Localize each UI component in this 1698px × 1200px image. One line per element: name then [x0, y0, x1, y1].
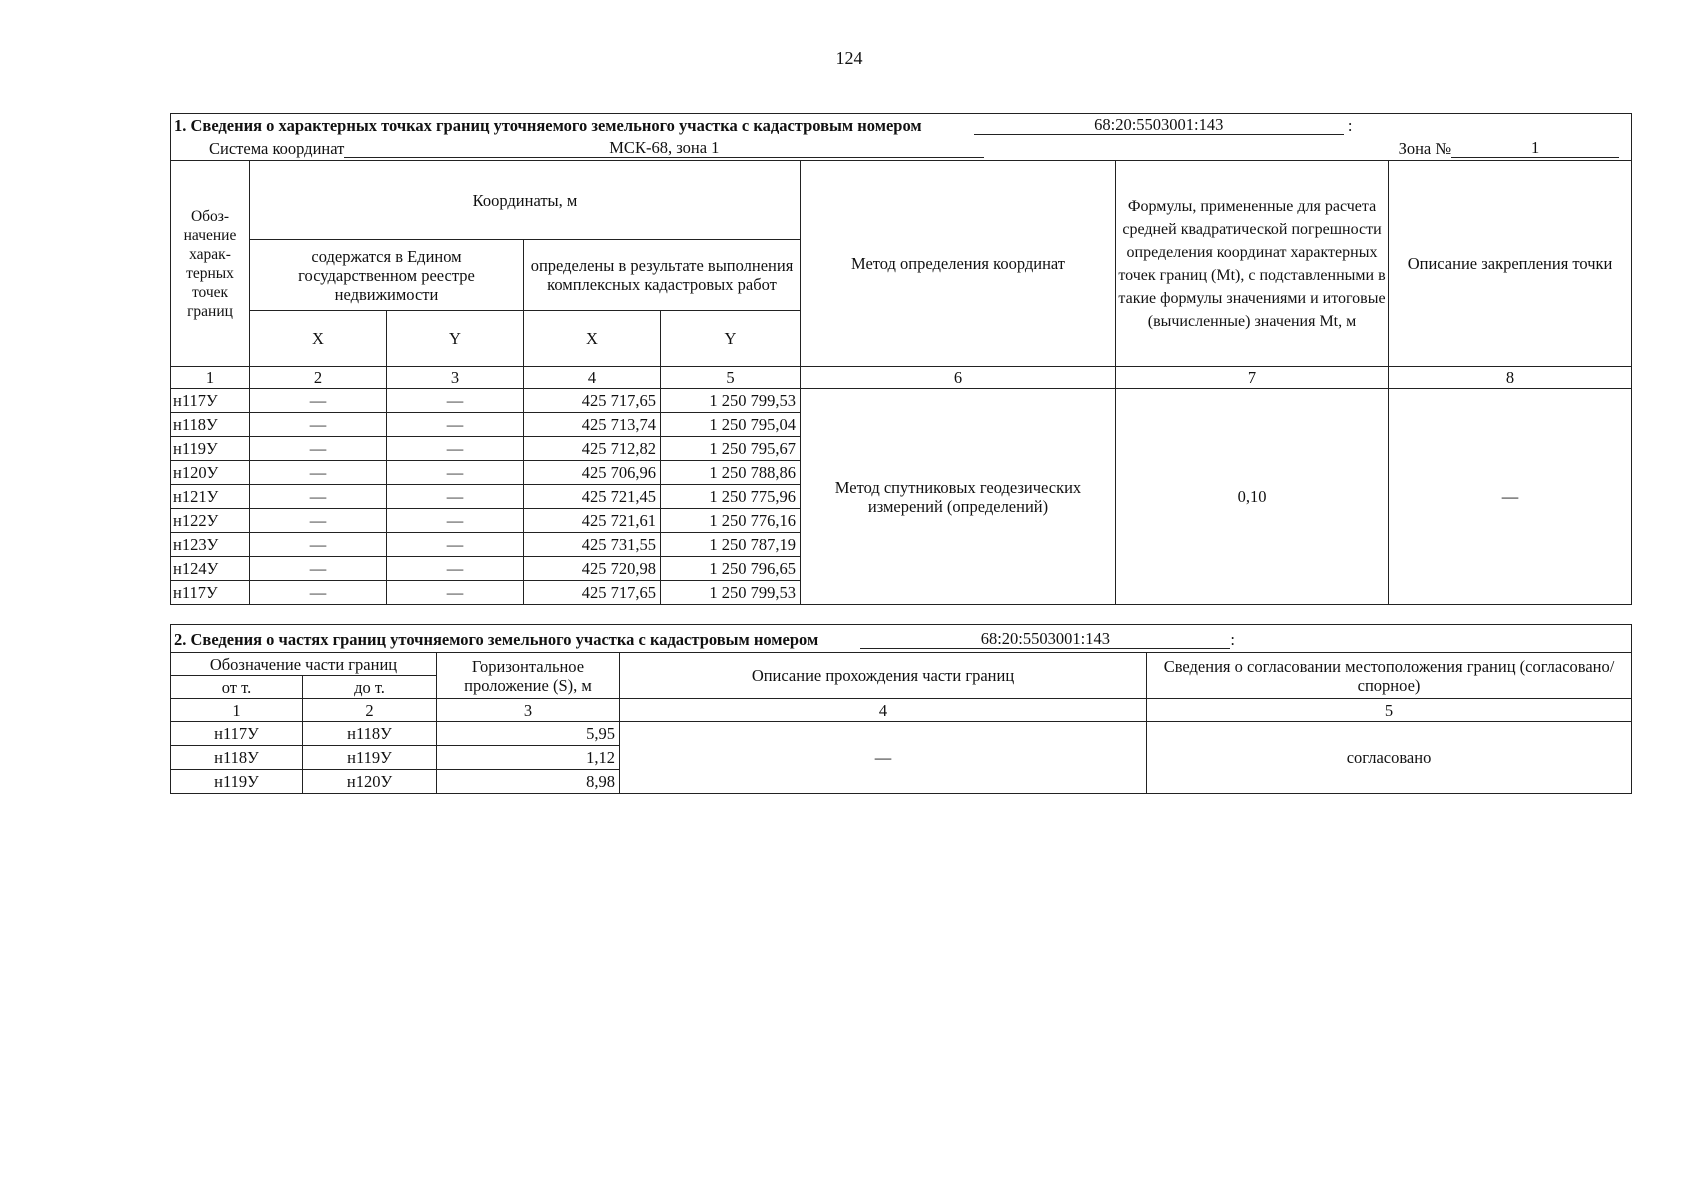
coord-y: 1 250 796,65	[661, 557, 801, 581]
coord-system-label: Система координат	[209, 139, 345, 158]
coord-x: 425 720,98	[524, 557, 661, 581]
coord-x: 425 717,65	[524, 581, 661, 605]
coord-x: 425 717,65	[524, 389, 661, 413]
coord-x: 425 712,82	[524, 437, 661, 461]
part-length: 1,12	[437, 746, 620, 770]
coord-system-value: МСК-68, зона 1	[344, 138, 984, 158]
header-reg-y: Y	[387, 311, 524, 367]
col-number: 6	[801, 367, 1116, 389]
header-in-registry: содержатся в Едином государственном реестре недвижимости	[250, 240, 524, 311]
reg-y: —	[387, 557, 524, 581]
col-number: 4	[524, 367, 661, 389]
header-method: Метод определения координат	[801, 161, 1116, 367]
part-length: 5,95	[437, 722, 620, 746]
point-name: н120У	[171, 461, 250, 485]
table-row	[171, 389, 1632, 413]
header-reg-x: X	[250, 311, 387, 367]
section1-cadastral-number: 68:20:5503001:143	[974, 115, 1344, 135]
reg-x: —	[250, 509, 387, 533]
table-row	[171, 722, 1632, 746]
coord-system-row	[171, 136, 1632, 161]
coord-y: 1 250 795,04	[661, 413, 801, 437]
reg-x: —	[250, 581, 387, 605]
header-from: от т.	[171, 676, 303, 699]
mt-value: 0,10	[1116, 389, 1389, 605]
header-horizontal: Горизонтальное проложение (S), м	[437, 653, 620, 699]
agreement-value: согласовано	[1147, 722, 1632, 794]
point-name: н122У	[171, 509, 250, 533]
reg-x: —	[250, 437, 387, 461]
header-to: до т.	[303, 676, 437, 699]
point-name: н117У	[171, 389, 250, 413]
header-determined: определены в результате выполнения комплексных кадастровых работ	[524, 240, 801, 311]
col-number: 3	[437, 699, 620, 722]
coord-y: 1 250 775,96	[661, 485, 801, 509]
col-number: 1	[171, 367, 250, 389]
point-name: н118У	[171, 413, 250, 437]
header-designation: Обоз-начение харак-терных точек границ	[171, 161, 250, 367]
section2-title: 2. Сведения о частях границ уточняемого земельного участка с кадастровым номером	[174, 629, 819, 649]
section2-title-row	[171, 625, 1632, 653]
header-fixing: Описание закрепления точки	[1389, 161, 1632, 367]
reg-x: —	[250, 485, 387, 509]
reg-y: —	[387, 461, 524, 485]
reg-y: —	[387, 389, 524, 413]
part-to: н118У	[303, 722, 437, 746]
passage-value: —	[620, 722, 1147, 794]
part-to: н120У	[303, 770, 437, 794]
coord-y: 1 250 795,67	[661, 437, 801, 461]
reg-x: —	[250, 413, 387, 437]
part-from: н118У	[171, 746, 303, 770]
point-name: н124У	[171, 557, 250, 581]
coord-x: 425 713,74	[524, 413, 661, 437]
section1-colon: :	[1347, 116, 1353, 135]
part-from: н117У	[171, 722, 303, 746]
col-number: 5	[1147, 699, 1632, 722]
col-number: 7	[1116, 367, 1389, 389]
reg-x: —	[250, 461, 387, 485]
section1-title: 1. Сведения о характерных точках границ уточняемого земельного участка с кадастровым номером	[174, 116, 922, 135]
reg-y: —	[387, 581, 524, 605]
col-number: 5	[661, 367, 801, 389]
reg-y: —	[387, 485, 524, 509]
boundary-parts-table	[170, 624, 1632, 794]
coord-x: 425 706,96	[524, 461, 661, 485]
col-number: 2	[250, 367, 387, 389]
point-name: н117У	[171, 581, 250, 605]
page-number: 124	[835, 48, 863, 68]
header-agreement: Сведения о согласовании местоположения границ (согласовано/спорное)	[1147, 653, 1632, 699]
part-to: н119У	[303, 746, 437, 770]
reg-x: —	[250, 533, 387, 557]
fixing-value: —	[1389, 389, 1632, 605]
section2-cadastral-number: 68:20:5503001:143	[860, 629, 1230, 649]
section1-title-row	[171, 114, 1632, 137]
coord-x: 425 721,61	[524, 509, 661, 533]
col-number: 8	[1389, 367, 1632, 389]
points-table	[170, 113, 1632, 605]
method-value: Метод спутниковых геодезических измерений (определений)	[801, 389, 1116, 605]
reg-y: —	[387, 413, 524, 437]
part-length: 8,98	[437, 770, 620, 794]
col-number: 4	[620, 699, 1147, 722]
header-passage: Описание прохождения части границ	[620, 653, 1147, 699]
reg-x: —	[250, 389, 387, 413]
col-number: 3	[387, 367, 524, 389]
coord-x: 425 721,45	[524, 485, 661, 509]
col-number: 1	[171, 699, 303, 722]
zone-value: 1	[1451, 138, 1619, 158]
header-y: Y	[661, 311, 801, 367]
coord-y: 1 250 799,53	[661, 389, 801, 413]
point-name: н119У	[171, 437, 250, 461]
header-coordinates: Координаты, м	[250, 161, 801, 240]
col-number: 2	[303, 699, 437, 722]
coord-y: 1 250 788,86	[661, 461, 801, 485]
header-x: X	[524, 311, 661, 367]
reg-y: —	[387, 533, 524, 557]
reg-x: —	[250, 557, 387, 581]
coord-y: 1 250 787,19	[661, 533, 801, 557]
zone-label: Зона №	[1398, 139, 1452, 158]
section2-colon: :	[1230, 629, 1235, 649]
coord-y: 1 250 799,53	[661, 581, 801, 605]
coord-y: 1 250 776,16	[661, 509, 801, 533]
header-part-designation: Обозначение части границ	[171, 653, 437, 676]
coord-x: 425 731,55	[524, 533, 661, 557]
point-name: н123У	[171, 533, 250, 557]
reg-y: —	[387, 509, 524, 533]
part-from: н119У	[171, 770, 303, 794]
point-name: н121У	[171, 485, 250, 509]
header-formulas: Формулы, примененные для расчета средней квадратической погрешности определения координат характерных точек границ (Mt), с подставленными в такие формулы значениями и итоговые (вычисленные) значения Mt, м	[1116, 161, 1389, 367]
reg-y: —	[387, 437, 524, 461]
